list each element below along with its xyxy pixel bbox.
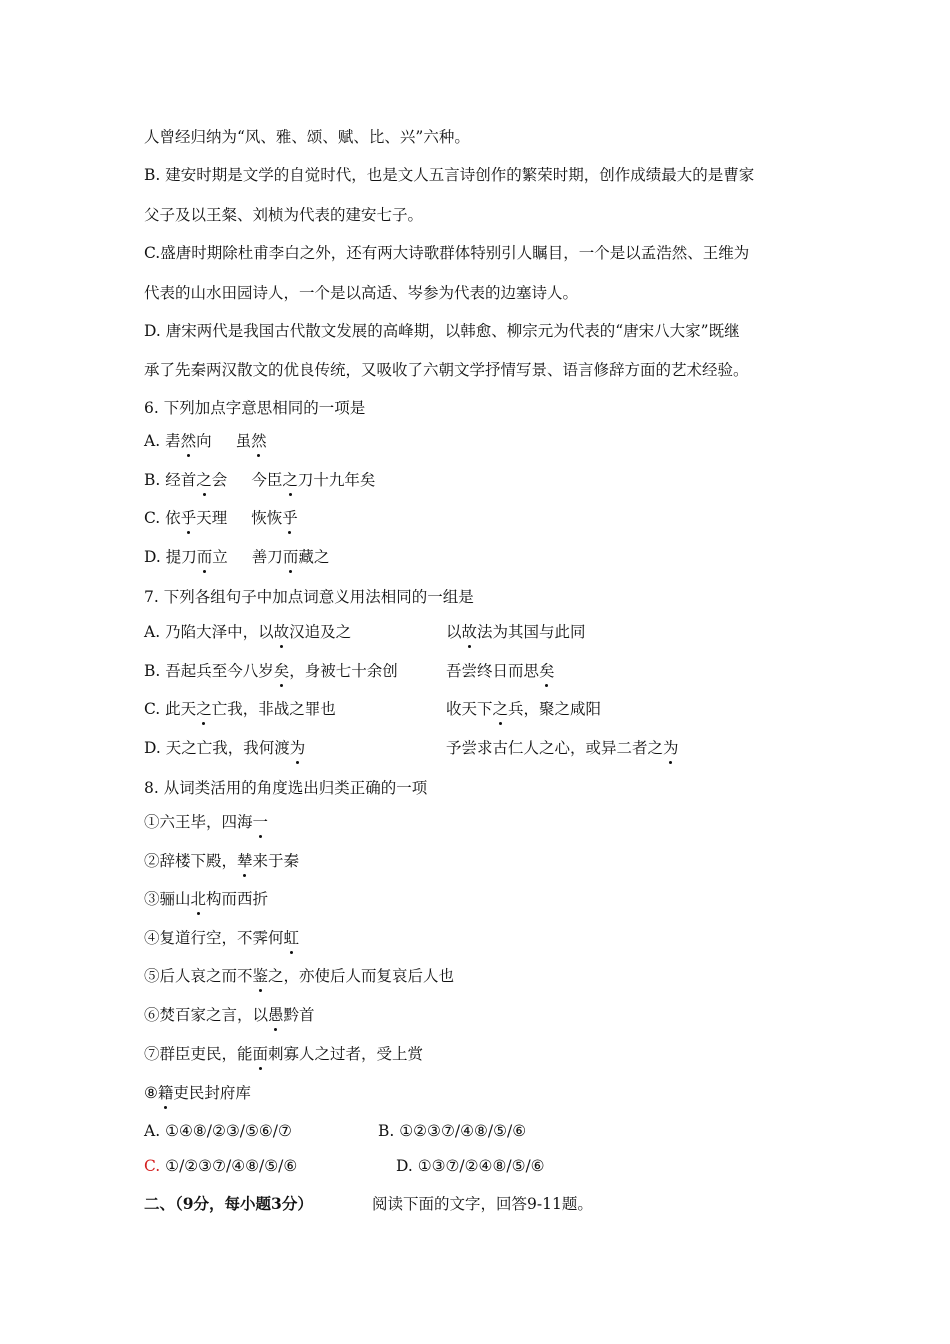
item-text: 构而西折	[206, 890, 269, 908]
option-label: D.	[144, 548, 161, 566]
option-label-highlighted: C.	[144, 1157, 161, 1175]
option-label: B.	[144, 662, 161, 680]
item-number: ⑧	[144, 1084, 158, 1102]
option-text: 兵，聚之咸阳	[508, 700, 602, 718]
option-text: 吾起兵至今八岁	[165, 662, 274, 680]
q6-option-d	[144, 545, 329, 567]
q8-item	[144, 1081, 251, 1103]
item-number: ③	[144, 890, 160, 908]
item-number: ④	[144, 929, 160, 947]
option-text: 立	[212, 548, 228, 566]
dotted-char: 矣	[274, 659, 290, 681]
item-text: 黔首	[283, 1006, 315, 1024]
option-text: 此天	[165, 700, 197, 718]
dotted-char: 乎	[282, 506, 298, 528]
dotted-char: 而	[197, 545, 213, 567]
dotted-char: 为	[290, 736, 306, 758]
q8-item	[144, 964, 454, 986]
q7-stem: 7. 下列各组句子中加点词意义用法相同的一组是	[144, 588, 474, 606]
q5-option-b-line1: B. 建安时期是文学的自觉时代，也是文人五言诗创作的繁荣时期，创作成绩最大的是曹家	[144, 166, 755, 184]
item-number: ①	[144, 813, 160, 831]
option-text: 以	[446, 623, 462, 641]
option-label: C.	[144, 700, 161, 718]
dotted-char: 之	[493, 697, 509, 719]
dotted-char: 籍	[158, 1081, 174, 1103]
option-label: A.	[144, 623, 161, 641]
item-text: 来于秦	[252, 852, 300, 870]
option-text: 刀十九年矣	[297, 471, 376, 489]
dotted-char: 为	[663, 736, 679, 758]
q5-a-continuation: 人曾经归纳为“风、雅、颂、赋、比、兴”六种。	[144, 128, 470, 146]
option-label: D.	[144, 739, 161, 757]
option-text: ①③⑦/②④⑧/⑤/⑥	[417, 1157, 545, 1175]
option-label: D.	[396, 1157, 413, 1175]
option-text: ①/②③⑦/④⑧/⑤/⑥	[165, 1157, 298, 1175]
q5-option-d-line2: 承了先秦两汉散文的优良传统，又吸收了六朝文学抒情写景、语言修辞方面的艺术经验。	[144, 361, 749, 379]
option-text: 依	[165, 509, 181, 527]
option-text: 提刀	[165, 548, 197, 566]
option-text: 乃陷大泽中，以	[165, 623, 274, 641]
section-heading: 二、（9分，每小题3分）	[144, 1194, 313, 1213]
q8-item	[144, 1003, 315, 1025]
option-text: 向	[196, 432, 212, 450]
item-text: 后人哀之而不	[159, 967, 253, 985]
option-label: A.	[144, 432, 161, 450]
option-text: 砉	[165, 432, 181, 450]
option-label: B.	[144, 471, 161, 489]
q6-option-a	[144, 429, 267, 451]
dotted-char: 矣	[539, 659, 555, 681]
dotted-char: 北	[191, 887, 207, 909]
item-text: 群臣吏民，能	[159, 1045, 253, 1063]
q6-stem: 6. 下列加点字意思相同的一项是	[144, 399, 366, 417]
item-text: 刺寡人之过者，受上赏	[268, 1045, 424, 1063]
option-label: A.	[144, 1122, 161, 1140]
option-text: 天之亡我，我何渡	[165, 739, 290, 757]
option-text: 吾尝终日而思	[446, 662, 540, 680]
q8-item	[144, 926, 299, 948]
item-number: ⑤	[144, 967, 160, 985]
dotted-char: 而	[283, 545, 299, 567]
q8-option-b	[378, 1122, 526, 1140]
dotted-char: 乎	[181, 506, 197, 528]
dotted-char: 故	[462, 620, 478, 642]
q7-option-c-right	[446, 697, 601, 719]
q8-option-d	[396, 1157, 545, 1175]
dotted-char: 鉴	[253, 964, 269, 986]
option-text: ①②③⑦/④⑧/⑤/⑥	[399, 1122, 527, 1140]
option-text: 恢恢	[251, 509, 283, 527]
option-text: ①④⑧/②③/⑤⑥/⑦	[165, 1122, 292, 1140]
option-text: 收天下	[446, 700, 493, 718]
dotted-char: 之	[196, 468, 212, 490]
option-text: 虽	[235, 432, 252, 450]
item-text: 之，亦使后人而复哀后人也	[268, 967, 455, 985]
option-label: C.	[144, 509, 161, 527]
dotted-char: 之	[196, 697, 212, 719]
q8-item	[144, 1042, 423, 1064]
q8-item	[144, 810, 268, 832]
q7-option-d-right	[446, 736, 679, 758]
item-number: ②	[144, 852, 160, 870]
dotted-char: 虹	[284, 926, 300, 948]
q5-option-b-line2: 父子及以王粲、刘桢为代表的建安七子。	[144, 206, 424, 224]
item-text: 辞楼下殿，	[159, 852, 238, 870]
q7-option-a-left	[144, 620, 351, 642]
option-text: 汉追及之	[289, 623, 352, 641]
option-label: B.	[378, 1122, 395, 1140]
dotted-char: 之	[282, 468, 298, 490]
option-text: 善刀	[251, 548, 283, 566]
q7-option-b-left	[144, 659, 398, 681]
option-text: 予尝求古仁人之心，或异二者之	[446, 739, 664, 757]
option-text: 经首	[165, 471, 197, 489]
item-text: 骊山	[159, 890, 191, 908]
q5-option-c-line2: 代表的山水田园诗人，一个是以高适、岑参为代表的边塞诗人。	[144, 284, 579, 302]
q8-option-a	[144, 1122, 292, 1140]
q8-item	[144, 849, 299, 871]
q8-item	[144, 887, 268, 909]
option-text: 藏之	[298, 548, 330, 566]
dotted-char: 愚	[268, 1003, 284, 1025]
option-text: 今臣	[251, 471, 283, 489]
item-number: ⑥	[144, 1006, 160, 1024]
dotted-char: 然	[181, 429, 197, 451]
q7-option-d-left	[144, 736, 305, 758]
dotted-char: 面	[253, 1042, 269, 1064]
option-text: 天理	[196, 509, 228, 527]
item-text: 六王毕，四海	[159, 813, 253, 831]
item-text: 吏民封府库	[173, 1084, 251, 1102]
q8-option-c	[144, 1157, 297, 1175]
dotted-char: 故	[274, 620, 290, 642]
q6-option-c	[144, 506, 298, 528]
option-text: 亡我，非战之罪也	[211, 700, 336, 718]
item-number: ⑦	[144, 1045, 160, 1063]
dotted-char: 一	[253, 810, 269, 832]
section-instruction: 阅读下面的文字，回答9-11题。	[372, 1195, 593, 1213]
option-text: 法为其国与此同	[477, 623, 586, 641]
q7-option-c-left	[144, 697, 336, 719]
q5-option-c-line1: C.盛唐时期除杜甫李白之外，还有两大诗歌群体特别引人瞩目，一个是以孟浩然、王维为	[144, 244, 750, 262]
q8-stem: 8. 从词类活用的角度选出归类正确的一项	[144, 779, 428, 797]
item-text: 复道行空，不霁何	[159, 929, 284, 947]
q7-option-a-right	[446, 620, 586, 642]
q5-option-d-line1: D. 唐宋两代是我国古代散文发展的高峰期，以韩愈、柳宗元为代表的“唐宋八大家”既继	[144, 322, 740, 340]
dotted-char: 然	[251, 429, 267, 451]
option-text: 会	[211, 471, 228, 489]
item-text: 焚百家之言，以	[159, 1006, 269, 1024]
q7-option-b-right	[446, 659, 555, 681]
q6-option-b	[144, 468, 375, 490]
dotted-char: 辇	[237, 849, 253, 871]
option-text: ，身被七十余创	[289, 662, 398, 680]
